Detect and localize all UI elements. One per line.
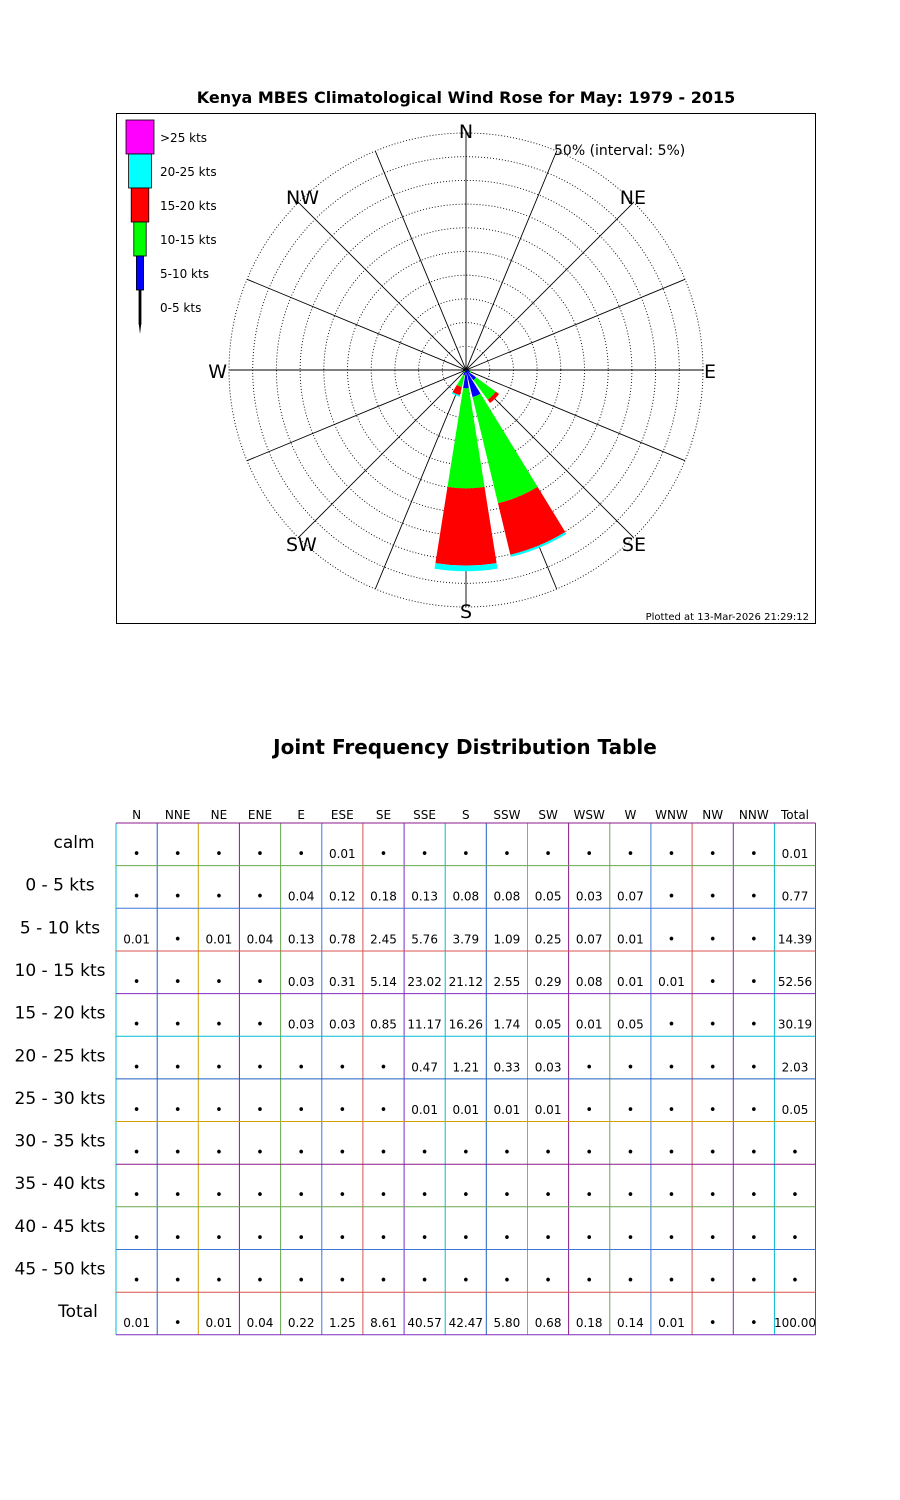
legend-label: >25 kts: [160, 131, 208, 145]
compass-label-n: N: [458, 121, 474, 143]
table-cell: •: [585, 847, 594, 862]
table-cell: •: [585, 1188, 594, 1204]
table-cell: 0.01: [658, 1316, 685, 1331]
table-cell: •: [215, 889, 223, 905]
row-label: 0 - 5 kts: [25, 875, 95, 896]
table-cell: •: [256, 889, 264, 905]
table-cell: 5.14: [370, 975, 397, 989]
table-cell: •: [626, 1102, 635, 1118]
table-cell: 0.01: [575, 1017, 603, 1032]
column-header-ene: ENE: [247, 808, 273, 822]
table-cell: 40.57: [407, 1316, 442, 1331]
table-cell: •: [461, 1188, 470, 1204]
compass-label-se: SE: [621, 534, 646, 556]
row-label: 30 - 35 kts: [14, 1131, 106, 1152]
table-cell: 0.78: [328, 932, 356, 947]
legend-label: 15-20 kts: [160, 199, 217, 213]
table-cell: •: [338, 1102, 347, 1118]
table-cell: •: [749, 889, 758, 905]
table-cell: •: [132, 1102, 141, 1118]
table-cell: •: [749, 1188, 758, 1204]
table-cell: •: [173, 1060, 182, 1076]
table-cell: •: [420, 847, 429, 862]
table-cell: •: [132, 1017, 141, 1033]
table-cell: •: [461, 1273, 470, 1289]
table-cell: •: [791, 1273, 799, 1289]
table-cell: 0.01: [658, 975, 685, 989]
row-label: 5 - 10 kts: [19, 918, 101, 939]
table-cell: 0.04: [246, 1316, 274, 1331]
table-cell: •: [173, 1145, 182, 1161]
table-cell: 5.80: [493, 1316, 521, 1331]
table-cell: •: [256, 1102, 264, 1118]
table-cell: •: [173, 847, 182, 862]
table-cell: •: [626, 1188, 635, 1204]
table-cell: 0.01: [452, 1102, 480, 1117]
table-cell: 100.00: [774, 1316, 816, 1331]
table-cell: 0.04: [246, 932, 274, 947]
table-cell: 52.56: [777, 975, 813, 989]
table-cell: •: [215, 1188, 223, 1204]
table-cell: •: [173, 889, 182, 905]
table-cell: •: [749, 847, 758, 862]
table-cell: •: [297, 1230, 306, 1246]
table-cell: 0.12: [328, 889, 356, 904]
column-header-wnw: WNW: [655, 808, 688, 822]
table-cell: 0.01: [328, 847, 356, 861]
compass-label-e: E: [704, 361, 717, 383]
table-cell: •: [544, 1230, 552, 1246]
table-cell: 0.33: [493, 1060, 521, 1075]
table-cell: •: [585, 1102, 594, 1118]
table-cell: 0.14: [617, 1316, 644, 1331]
radial-scale-label: 50% (interval: 5%): [554, 143, 686, 159]
table-cell: •: [667, 1060, 676, 1076]
table-cell: •: [297, 847, 306, 862]
table-cell: •: [132, 1188, 141, 1204]
compass-label-w: W: [208, 361, 227, 383]
table-cell: •: [379, 1273, 388, 1289]
table-cell: •: [585, 1060, 594, 1076]
table-cell: •: [667, 1145, 676, 1161]
column-header-nnw: NNW: [738, 808, 769, 822]
table-cell: 0.04: [287, 889, 315, 904]
table-cell: •: [749, 1102, 758, 1118]
column-header-s: S: [461, 808, 470, 822]
table-cell: 0.01: [493, 1102, 521, 1117]
table-cell: 0.01: [534, 1102, 562, 1117]
compass-label-sw: SW: [286, 534, 317, 556]
table-cell: •: [503, 1230, 511, 1246]
legend-label: 5-10 kts: [160, 267, 209, 281]
table-cell: •: [749, 1060, 758, 1076]
row-label: Total: [58, 1302, 98, 1323]
table-cell: 0.01: [123, 1316, 150, 1331]
table-cell: 1.09: [493, 932, 521, 947]
table-cell: •: [256, 1273, 264, 1289]
table-cell: •: [338, 1230, 347, 1246]
table-cell: 0.08: [493, 889, 521, 904]
table-cell: •: [215, 1230, 223, 1246]
table-cell: •: [297, 1188, 306, 1204]
table-cell: •: [708, 1316, 717, 1332]
compass-label-nw: NW: [286, 187, 319, 209]
table-cell: 0.05: [617, 1017, 644, 1032]
table-cell: •: [132, 889, 141, 905]
table-cell: 21.12: [448, 975, 483, 989]
table-cell: 0.07: [617, 889, 644, 904]
table-cell: •: [667, 889, 676, 905]
table-cell: •: [585, 1230, 594, 1246]
table-cell: 0.13: [411, 889, 438, 904]
table-cell: •: [173, 1188, 182, 1204]
table-cell: •: [420, 1145, 429, 1161]
table-cell: 11.17: [407, 1017, 442, 1032]
table-cell: •: [667, 932, 676, 948]
table-cell: •: [708, 1017, 717, 1033]
table-cell: •: [256, 1060, 264, 1076]
table-cell: 0.05: [781, 1102, 809, 1117]
table-cell: •: [626, 1230, 635, 1246]
table-cell: •: [667, 1230, 676, 1246]
table-cell: 14.39: [777, 932, 813, 947]
column-header-se: SE: [375, 808, 392, 822]
table-cell: •: [749, 975, 758, 990]
table-cell: •: [379, 1102, 388, 1118]
table-cell: •: [338, 1060, 347, 1076]
row-label: 20 - 25 kts: [14, 1046, 106, 1067]
table-cell: •: [297, 1102, 306, 1118]
table-cell: •: [503, 847, 511, 862]
table-cell: •: [708, 1273, 717, 1289]
table-cell: •: [338, 1188, 347, 1204]
table-cell: •: [297, 1145, 306, 1161]
table-cell: •: [420, 1273, 429, 1289]
table-cell: •: [379, 1188, 388, 1204]
table-cell: 0.18: [370, 889, 397, 904]
table-cell: •: [667, 1102, 676, 1118]
table-cell: •: [132, 1145, 141, 1161]
table-cell: 0.77: [781, 889, 809, 904]
table-cell: •: [461, 1145, 470, 1161]
table-cell: 0.05: [534, 889, 562, 904]
table-cell: 0.08: [452, 889, 480, 904]
row-label: 10 - 15 kts: [14, 961, 106, 981]
table-cell: •: [749, 1316, 758, 1332]
column-header-total: Total: [780, 808, 810, 822]
table-cell: •: [132, 1060, 141, 1076]
table-cell: •: [215, 847, 223, 862]
table-cell: •: [132, 1273, 141, 1289]
table-cell: •: [544, 1145, 552, 1161]
table-cell: •: [338, 1273, 347, 1289]
table-cell: •: [626, 847, 635, 862]
table-cell: •: [256, 1188, 264, 1204]
table-cell: •: [256, 1017, 264, 1033]
table-cell: •: [503, 1145, 511, 1161]
table-cell: 0.01: [617, 975, 644, 989]
table-cell: •: [256, 975, 264, 990]
table-cell: 0.07: [575, 932, 603, 947]
table-cell: •: [667, 1188, 676, 1204]
table-cell: •: [379, 1230, 388, 1246]
table-cell: 8.61: [370, 1316, 397, 1331]
table-cell: 1.74: [493, 1017, 521, 1032]
table-cell: •: [215, 975, 223, 990]
table-cell: 0.01: [411, 1102, 438, 1117]
table-cell: 2.45: [370, 932, 397, 947]
legend-label: 20-25 kts: [160, 165, 217, 179]
table-cell: 0.29: [534, 975, 562, 989]
column-header-nne: NNE: [164, 808, 191, 822]
table-cell: •: [708, 847, 717, 862]
table-cell: •: [791, 1145, 799, 1161]
table-cell: •: [420, 1188, 429, 1204]
table-cell: •: [503, 1188, 511, 1204]
table-cell: •: [708, 1188, 717, 1204]
table-cell: 2.55: [493, 975, 521, 989]
column-header-ese: ESE: [330, 808, 354, 822]
table-cell: •: [626, 1060, 635, 1076]
table-cell: 0.13: [287, 932, 315, 947]
table-cell: •: [461, 847, 470, 862]
table-cell: 0.01: [123, 932, 150, 947]
table-cell: 3.79: [452, 932, 480, 947]
table-cell: 42.47: [448, 1316, 483, 1331]
table-cell: •: [379, 1145, 388, 1161]
wind-rose-title: Kenya MBES Climatological Wind Rose for May: 1979 - 2015: [196, 88, 736, 107]
table-cell: 30.19: [777, 1017, 813, 1032]
table-cell: •: [708, 1060, 717, 1076]
table-cell: •: [708, 1230, 717, 1246]
table-cell: 0.01: [205, 932, 233, 947]
compass-label-ne: NE: [619, 187, 646, 209]
row-label: 25 - 30 kts: [14, 1088, 106, 1109]
table-cell: •: [256, 1230, 264, 1246]
table-cell: •: [667, 1017, 676, 1033]
table-cell: •: [173, 1017, 182, 1033]
table-cell: •: [544, 847, 552, 862]
table-cell: 0.18: [575, 1316, 603, 1331]
table-cell: •: [338, 1145, 347, 1161]
table-cell: •: [708, 1102, 717, 1118]
row-label: 40 - 45 kts: [14, 1216, 106, 1237]
table-cell: •: [132, 975, 141, 990]
table-cell: •: [749, 1145, 758, 1161]
column-header-e: E: [297, 808, 305, 822]
table-cell: •: [379, 847, 388, 862]
table-cell: 1.25: [328, 1316, 356, 1331]
table-cell: •: [708, 889, 717, 905]
table-cell: •: [667, 847, 676, 862]
table-cell: •: [461, 1230, 470, 1246]
table-cell: 0.03: [287, 1017, 315, 1032]
table-cell: •: [173, 1230, 182, 1246]
table-cell: •: [749, 1017, 758, 1033]
table-cell: 0.85: [370, 1017, 397, 1032]
table-cell: •: [297, 1273, 306, 1289]
column-header-sse: SSE: [413, 808, 437, 822]
table-cell: •: [626, 1145, 635, 1161]
table-title: Joint Frequency Distribution Table: [273, 735, 657, 759]
table-cell: 0.31: [328, 975, 356, 989]
table-cell: 0.08: [575, 975, 603, 989]
table-cell: 0.05: [534, 1017, 562, 1032]
column-header-ne: NE: [210, 808, 228, 822]
table-cell: •: [173, 932, 182, 948]
table-cell: •: [503, 1273, 511, 1289]
table-cell: •: [297, 1060, 306, 1076]
table-cell: 16.26: [448, 1017, 483, 1032]
table-cell: 23.02: [407, 975, 442, 989]
column-header-sw: SW: [538, 808, 558, 822]
row-label: 15 - 20 kts: [14, 1003, 106, 1024]
table-cell: •: [215, 1102, 223, 1118]
table-cell: •: [791, 1230, 799, 1246]
table-cell: 0.01: [617, 932, 644, 947]
table-cell: •: [667, 1273, 676, 1289]
column-header-w: W: [624, 808, 637, 822]
row-label: 45 - 50 kts: [14, 1259, 106, 1280]
table-cell: •: [544, 1273, 552, 1289]
legend-label: 10-15 kts: [160, 233, 217, 247]
table-cell: •: [791, 1188, 799, 1204]
legend-label: 0-5 kts: [160, 301, 202, 315]
table-cell: •: [173, 975, 182, 990]
table-cell: •: [626, 1273, 635, 1289]
table-cell: 0.03: [328, 1017, 356, 1032]
table-cell: 0.01: [781, 847, 809, 861]
table-cell: •: [420, 1230, 429, 1246]
table-cell: •: [585, 1145, 594, 1161]
column-header-n: N: [132, 808, 142, 822]
table-cell: •: [173, 1316, 182, 1332]
table-cell: 0.01: [205, 1316, 233, 1331]
column-header-nw: NW: [702, 808, 724, 822]
table-cell: 5.76: [411, 932, 438, 947]
table-cell: •: [708, 932, 717, 948]
column-header-wsw: WSW: [573, 808, 605, 822]
table-cell: •: [132, 1230, 141, 1246]
table-cell: •: [379, 1060, 388, 1076]
table-cell: •: [708, 1145, 717, 1161]
table-cell: 0.03: [534, 1060, 562, 1075]
table-cell: 0.68: [534, 1316, 562, 1331]
plotted-timestamp: Plotted at 13-Mar-2026 21:29:12: [645, 612, 809, 623]
table-cell: •: [215, 1273, 223, 1289]
table-cell: •: [256, 847, 264, 862]
table-cell: •: [173, 1102, 182, 1118]
table-cell: •: [749, 1273, 758, 1289]
table-cell: •: [544, 1188, 552, 1204]
table-cell: •: [173, 1273, 182, 1289]
compass-label-s: S: [459, 601, 473, 623]
row-label: 35 - 40 kts: [14, 1174, 106, 1195]
table-cell: 0.22: [287, 1316, 315, 1331]
table-cell: 0.25: [534, 932, 562, 947]
table-cell: •: [256, 1145, 264, 1161]
table-cell: •: [215, 1145, 223, 1161]
table-cell: •: [585, 1273, 594, 1289]
table-cell: 0.03: [575, 889, 603, 904]
table-cell: •: [749, 932, 758, 948]
table-cell: •: [132, 847, 141, 862]
table-cell: 2.03: [781, 1060, 809, 1075]
table-cell: •: [749, 1230, 758, 1246]
row-label: calm: [53, 833, 95, 853]
table-cell: 1.21: [452, 1060, 480, 1075]
table-cell: •: [215, 1060, 223, 1076]
column-header-ssw: SSW: [493, 808, 521, 822]
table-cell: 0.47: [411, 1060, 438, 1075]
table-cell: •: [215, 1017, 223, 1033]
table-cell: 0.03: [287, 975, 315, 989]
table-cell: •: [708, 975, 717, 990]
